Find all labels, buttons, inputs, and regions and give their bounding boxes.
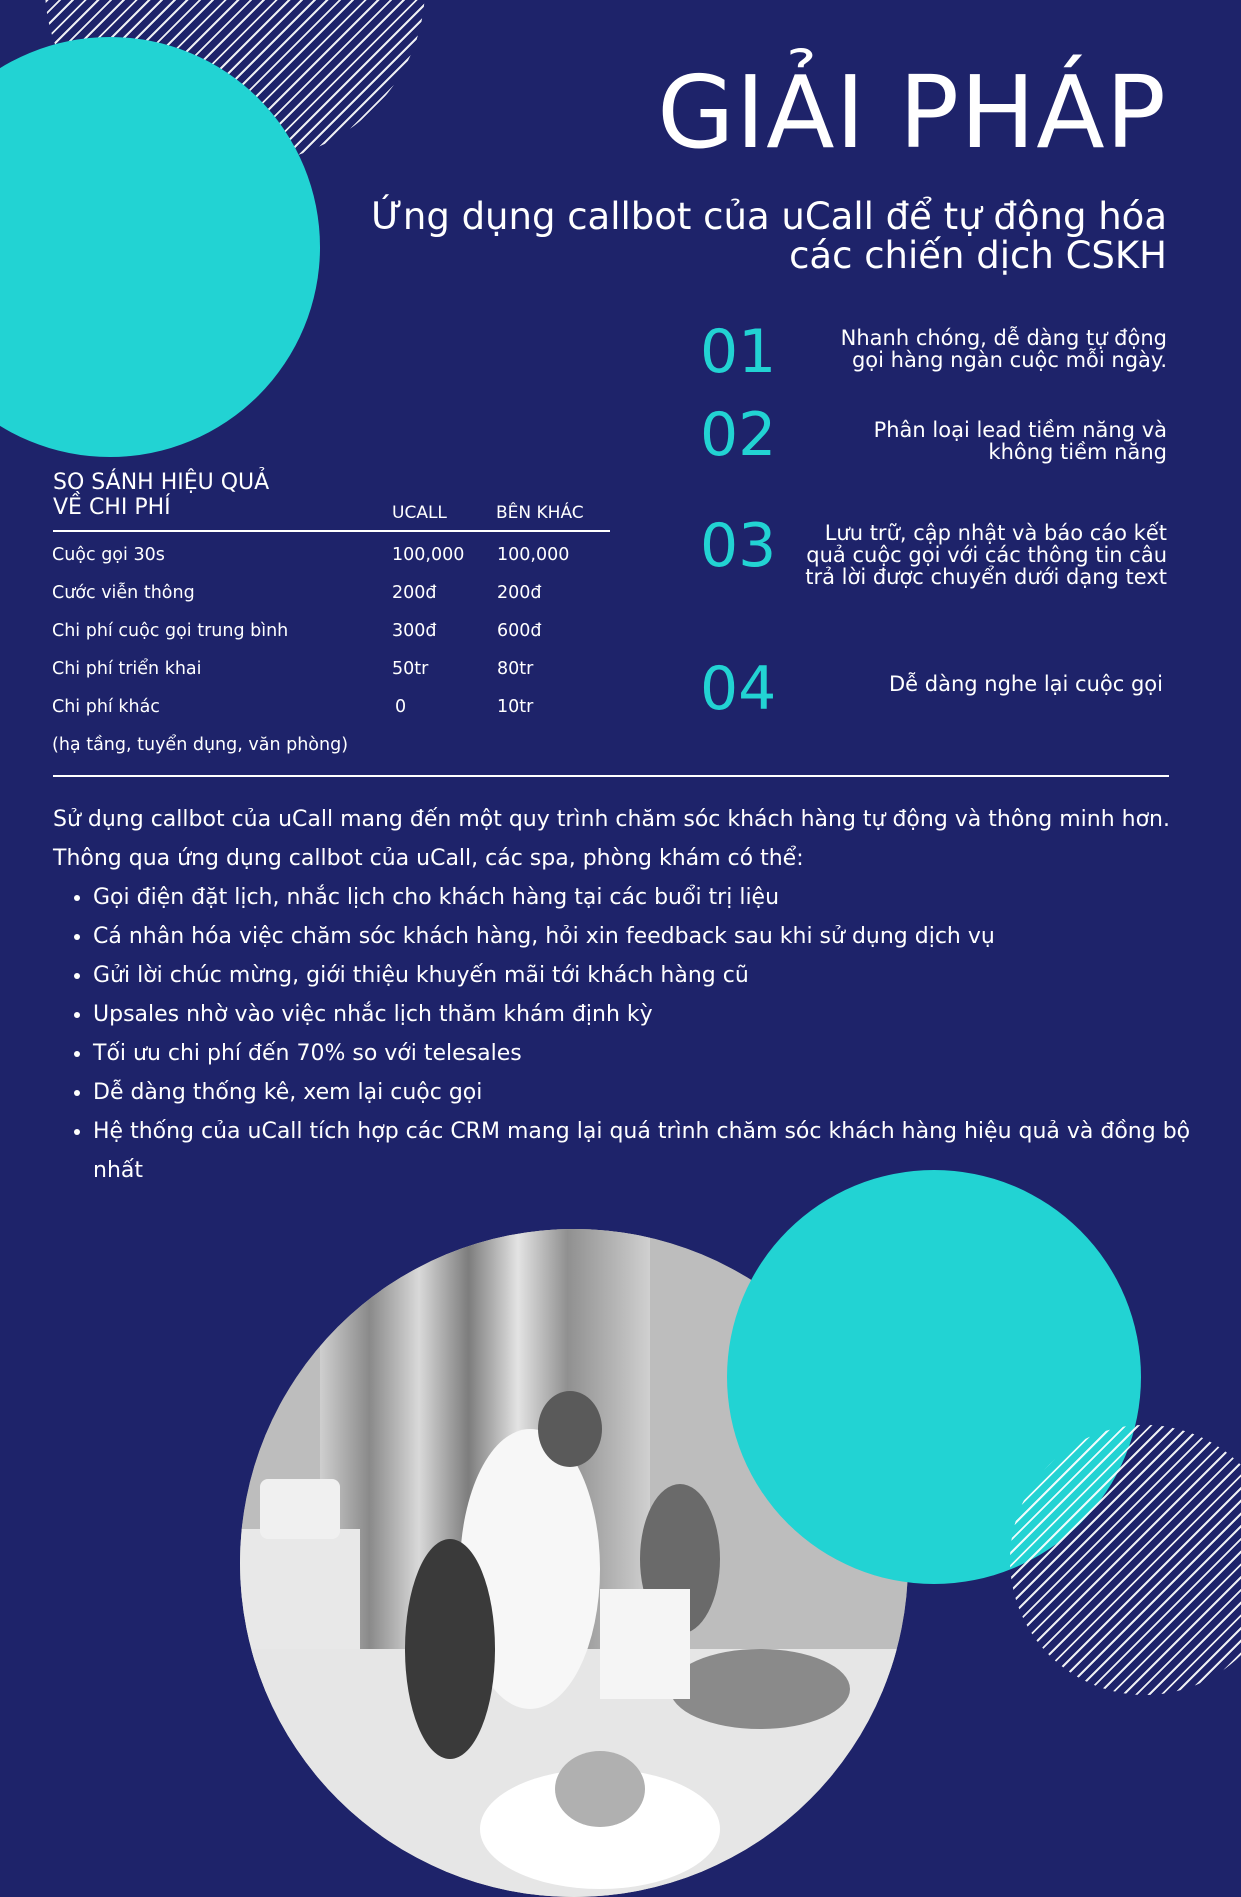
row-other-value: 600đ [497,621,542,641]
row-ucall-value: 50tr [392,659,429,679]
list-item: • Hệ thống của uCall tích hợp các CRM mang lại quá trình chăm sóc khách hàng hiệu quả và đồng bộ nhất [93,1112,1213,1190]
benefits-list [53,878,1213,1190]
row-ucall-value: 100,000 [392,545,465,565]
feature-number-3: 03 [700,511,777,581]
intro-paragraph: Sử dụng callbot của uCall mang đến một quy trình chăm sóc khách hàng tự động và thông minh hơn. Thông qua ứng dụng callbot của uCall, các spa, phòng khám có thể: [53,807,1170,871]
feature-text-4: Dễ dàng nghe lại cuộc gọi [889,672,1163,696]
comparison-title-line1: SO SÁNH HIỆU QUẢ [53,470,270,495]
row-other-value: 80tr [497,659,534,679]
row-other-value: 100,000 [497,545,570,565]
feature-number-2: 02 [700,400,777,470]
column-header-ucall: UCALL [392,503,447,523]
feature-number-1: 01 [700,317,777,387]
column-header-other: BÊN KHÁC [496,503,584,523]
page-subtitle: Ứng dụng callbot của uCall để tự động hóa các chiến dịch CSKH [371,195,1167,277]
list-item: • Gọi điện đặt lịch, nhắc lịch cho khách hàng tại các buổi trị liệu [93,878,1213,917]
list-item: • Gửi lời chúc mừng, giới thiệu khuyến mãi tới khách hàng cũ [93,956,1213,995]
page-title: GIẢI PHÁP [657,54,1167,171]
comparison-title-line2: VỀ CHI PHÍ [53,495,171,521]
row-label: Chi phí cuộc gọi trung bình [52,621,289,641]
row-ucall-value: 200đ [392,583,437,603]
row-other-value: 200đ [497,583,542,603]
section-divider [53,775,1169,777]
comparison-title [53,470,269,521]
table-footnote: (hạ tầng, tuyển dụng, văn phòng) [52,735,349,755]
row-label: Chi phí triển khai [52,659,202,679]
list-item: • Upsales nhờ vào việc nhắc lịch thăm khám định kỳ [93,995,1213,1034]
list-item: • Dễ dàng thống kê, xem lại cuộc gọi [93,1073,1213,1112]
row-label: Cuộc gọi 30s [52,545,165,565]
table-header-divider [53,530,610,532]
row-label: Cước viễn thông [52,583,195,603]
row-label: Chi phí khác [52,697,160,717]
feature-number-4: 04 [700,654,777,724]
row-ucall-value: 0 [395,697,407,717]
list-item: • Cá nhân hóa việc chăm sóc khách hàng, hỏi xin feedback sau khi sử dụng dịch vụ [93,917,1213,956]
row-other-value: 10tr [497,697,534,717]
feature-text-2: Phân loại lead tiềm năng và không tiềm năng [873,418,1167,465]
feature-text-1: Nhanh chóng, dễ dàng tự động gọi hàng ngàn cuộc mỗi ngày. [840,326,1167,373]
row-ucall-value: 300đ [392,621,437,641]
feature-text-3: Lưu trữ, cập nhật và báo cáo kết quả cuộc gọi với các thông tin câu trả lời được chuyển dưới dạng text [805,521,1167,590]
list-item: • Tối ưu chi phí đến 70% so với telesales [93,1034,1213,1073]
